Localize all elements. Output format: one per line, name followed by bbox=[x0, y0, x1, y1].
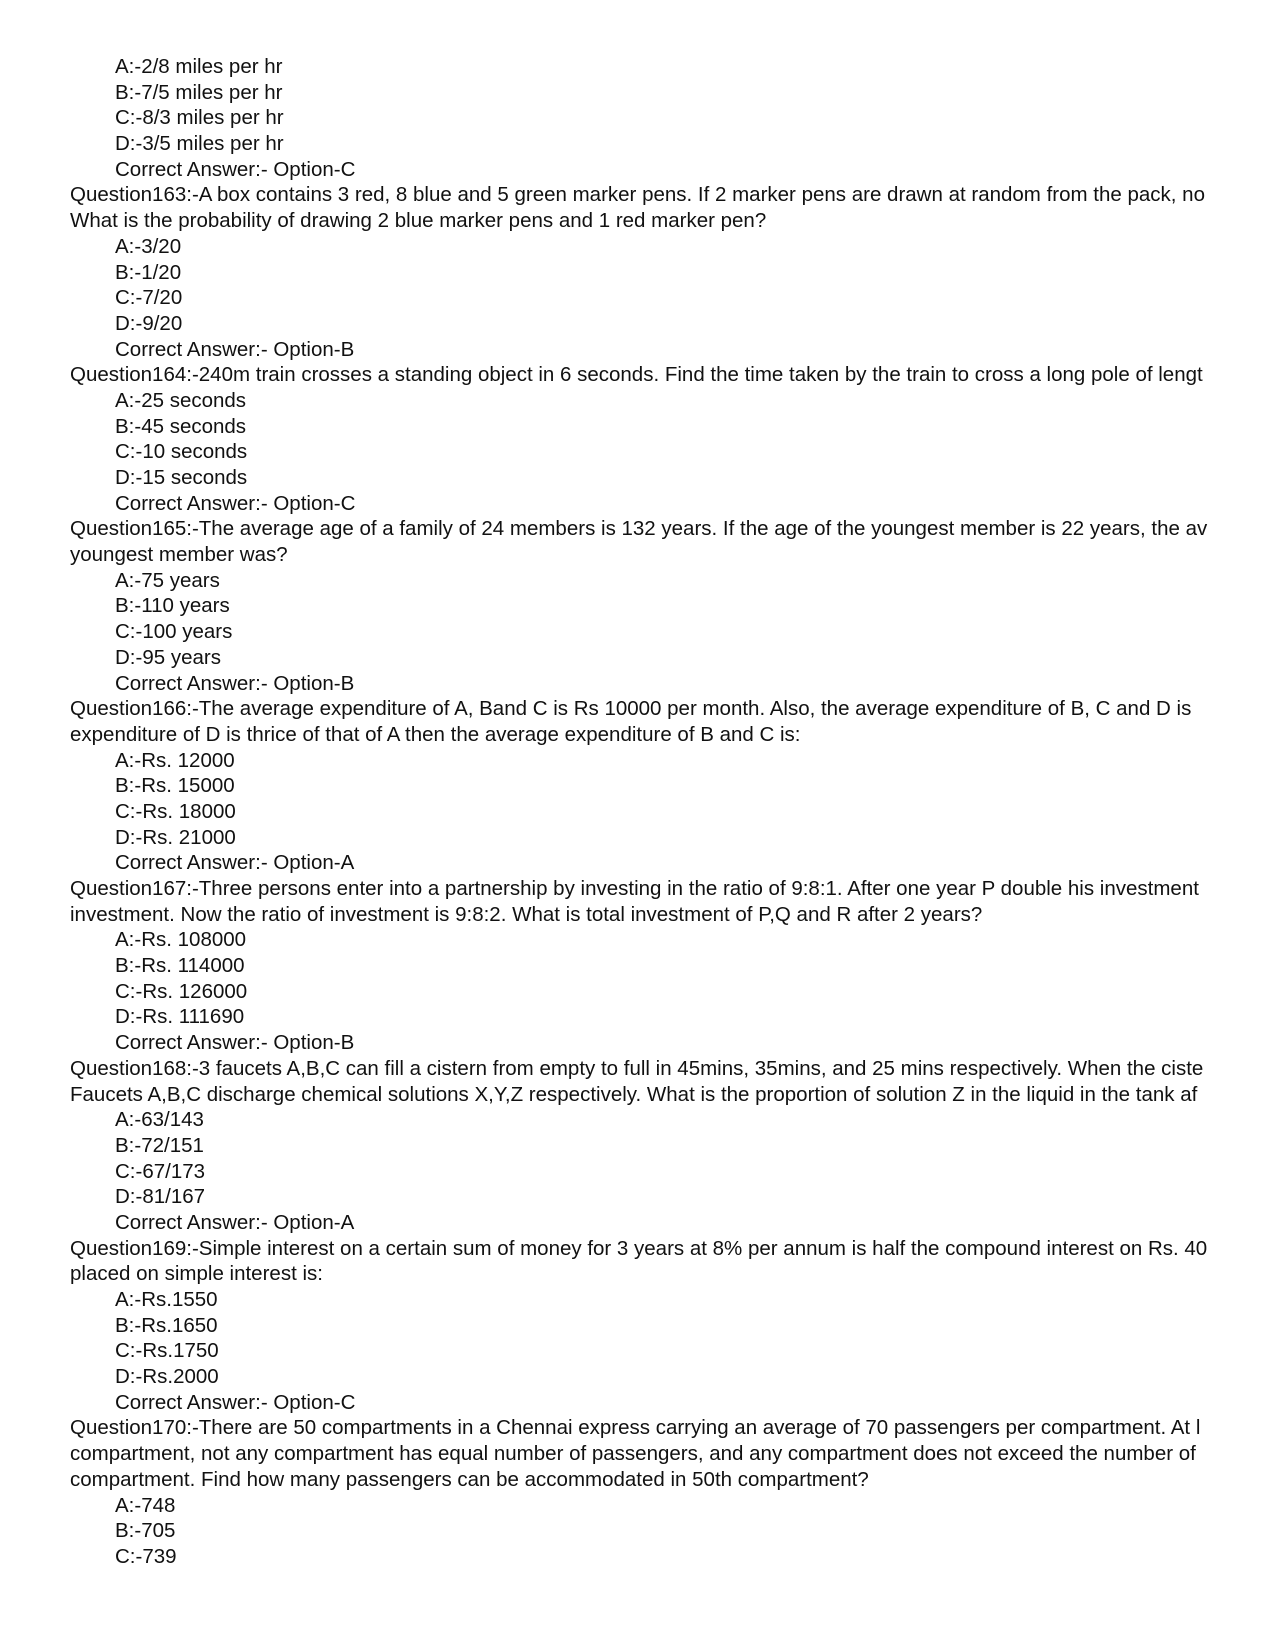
question-text-line: placed on simple interest is: bbox=[70, 1262, 323, 1286]
correct-answer-line: Correct Answer:- Option-C bbox=[115, 491, 356, 515]
question-text-line: Faucets A,B,C discharge chemical solutions X,Y,Z respectively. What is the proportion of solution Z in the liquid in the tank af bbox=[70, 1082, 1198, 1106]
answer-option-line: D:-95 years bbox=[115, 645, 221, 669]
question-text-line: compartment. Find how many passengers can be accommodated in 50th compartment? bbox=[70, 1467, 869, 1491]
answer-option-line: B:-Rs. 114000 bbox=[115, 954, 245, 978]
question-text-line: youngest member was? bbox=[70, 543, 288, 567]
answer-option-line: C:-8/3 miles per hr bbox=[115, 106, 284, 130]
question-text-line: Question164:-240m train crosses a standing object in 6 seconds. Find the time taken by the train to cross a long pole of lengt bbox=[70, 363, 1203, 387]
question-text-line: Question167:-Three persons enter into a partnership by investing in the ratio of 9:8:1. After one year P double his investment bbox=[70, 877, 1199, 900]
correct-answer-line: Correct Answer:- Option-A bbox=[115, 851, 355, 875]
question-text-line: Question163:-A box contains 3 red, 8 blue and 5 green marker pens. If 2 marker pens are drawn at random from the pack, no bbox=[70, 183, 1205, 207]
question-text-line: expenditure of D is thrice of that of A then the average expenditure of B and C is: bbox=[70, 722, 801, 746]
question-text-line: Question169:-Simple interest on a certain sum of money for 3 years at 8% per annum is half the compound interest on Rs. 40 bbox=[70, 1236, 1208, 1260]
answer-option-line: B:-7/5 miles per hr bbox=[115, 80, 283, 104]
answer-option-line: B:-110 years bbox=[115, 594, 230, 618]
answer-option-line: C:-10 seconds bbox=[115, 440, 248, 464]
answer-option-line: B:-705 bbox=[115, 1519, 176, 1543]
answer-option-line: D:-Rs. 21000 bbox=[115, 825, 236, 849]
question-text-line: Question165:-The average age of a family of 24 members is 132 years. If the age of the youngest member is 22 years, the av bbox=[70, 517, 1208, 541]
answer-option-line: A:-748 bbox=[115, 1493, 176, 1517]
answer-option-line: D:-Rs.2000 bbox=[115, 1365, 219, 1389]
answer-option-line: C:-7/20 bbox=[115, 286, 183, 310]
answer-option-line: D:-9/20 bbox=[115, 311, 183, 335]
answer-option-line: C:-739 bbox=[115, 1544, 177, 1568]
correct-answer-line: Correct Answer:- Option-B bbox=[115, 337, 355, 361]
answer-option-line: B:-72/151 bbox=[115, 1133, 204, 1157]
answer-option-line: A:-75 years bbox=[115, 568, 220, 592]
answer-option-line: A:-2/8 miles per hr bbox=[115, 55, 283, 78]
answer-option-line: C:-Rs. 126000 bbox=[115, 979, 248, 1003]
answer-option-line: B:-Rs. 15000 bbox=[115, 774, 235, 798]
question-text-line: Question170:-There are 50 compartments in a Chennai express carrying an average of 70 passengers per compartment. At l bbox=[70, 1416, 1201, 1440]
question-text-line: compartment, not any compartment has equal number of passengers, and any compartment does not exceed the number of bbox=[70, 1442, 1196, 1466]
question-text-line: Question168:-3 faucets A,B,C can fill a cistern from empty to full in 45mins, 35mins, and 25 mins respectively. When the ciste bbox=[70, 1056, 1204, 1080]
correct-answer-line: Correct Answer:- Option-C bbox=[115, 1390, 356, 1414]
answer-option-line: A:-25 seconds bbox=[115, 388, 247, 412]
answer-option-line: C:-100 years bbox=[115, 620, 233, 644]
answer-option-line: C:-Rs. 18000 bbox=[115, 799, 236, 823]
answer-option-line: A:-3/20 bbox=[115, 234, 182, 258]
answer-option-line: C:-Rs.1750 bbox=[115, 1339, 219, 1363]
answer-option-line: D:-81/167 bbox=[115, 1185, 206, 1209]
answer-option-line: B:-45 seconds bbox=[115, 414, 247, 438]
correct-answer-line: Correct Answer:- Option-B bbox=[115, 1031, 355, 1055]
answer-option-line: A:-Rs. 12000 bbox=[115, 748, 235, 772]
question-text-line: What is the probability of drawing 2 blue marker pens and 1 red marker pen? bbox=[70, 209, 767, 233]
answer-option-line: D:-3/5 miles per hr bbox=[115, 132, 284, 156]
question-text-line: investment. Now the ratio of investment is 9:8:2. What is total investment of P,Q and R after 2 years? bbox=[70, 902, 983, 926]
question-text-line: Question166:-The average expenditure of A, Band C is Rs 10000 per month. Also, the average expenditure of B, C and D is bbox=[70, 697, 1192, 721]
answer-option-line: D:-Rs. 111690 bbox=[115, 1005, 245, 1029]
answer-option-line: C:-67/173 bbox=[115, 1159, 206, 1183]
correct-answer-line: Correct Answer:- Option-C bbox=[115, 157, 356, 181]
correct-answer-line: Correct Answer:- Option-B bbox=[115, 671, 355, 695]
correct-answer-line: Correct Answer:- Option-A bbox=[115, 1210, 355, 1234]
answer-option-line: B:-Rs.1650 bbox=[115, 1313, 218, 1337]
answer-option-line: B:-1/20 bbox=[115, 260, 182, 284]
answer-option-line: D:-15 seconds bbox=[115, 466, 248, 489]
answer-option-line: A:-63/143 bbox=[115, 1108, 204, 1132]
document-page bbox=[0, 54, 1275, 1651]
answer-option-line: A:-Rs. 108000 bbox=[115, 928, 247, 952]
answer-option-line: A:-Rs.1550 bbox=[115, 1288, 218, 1311]
